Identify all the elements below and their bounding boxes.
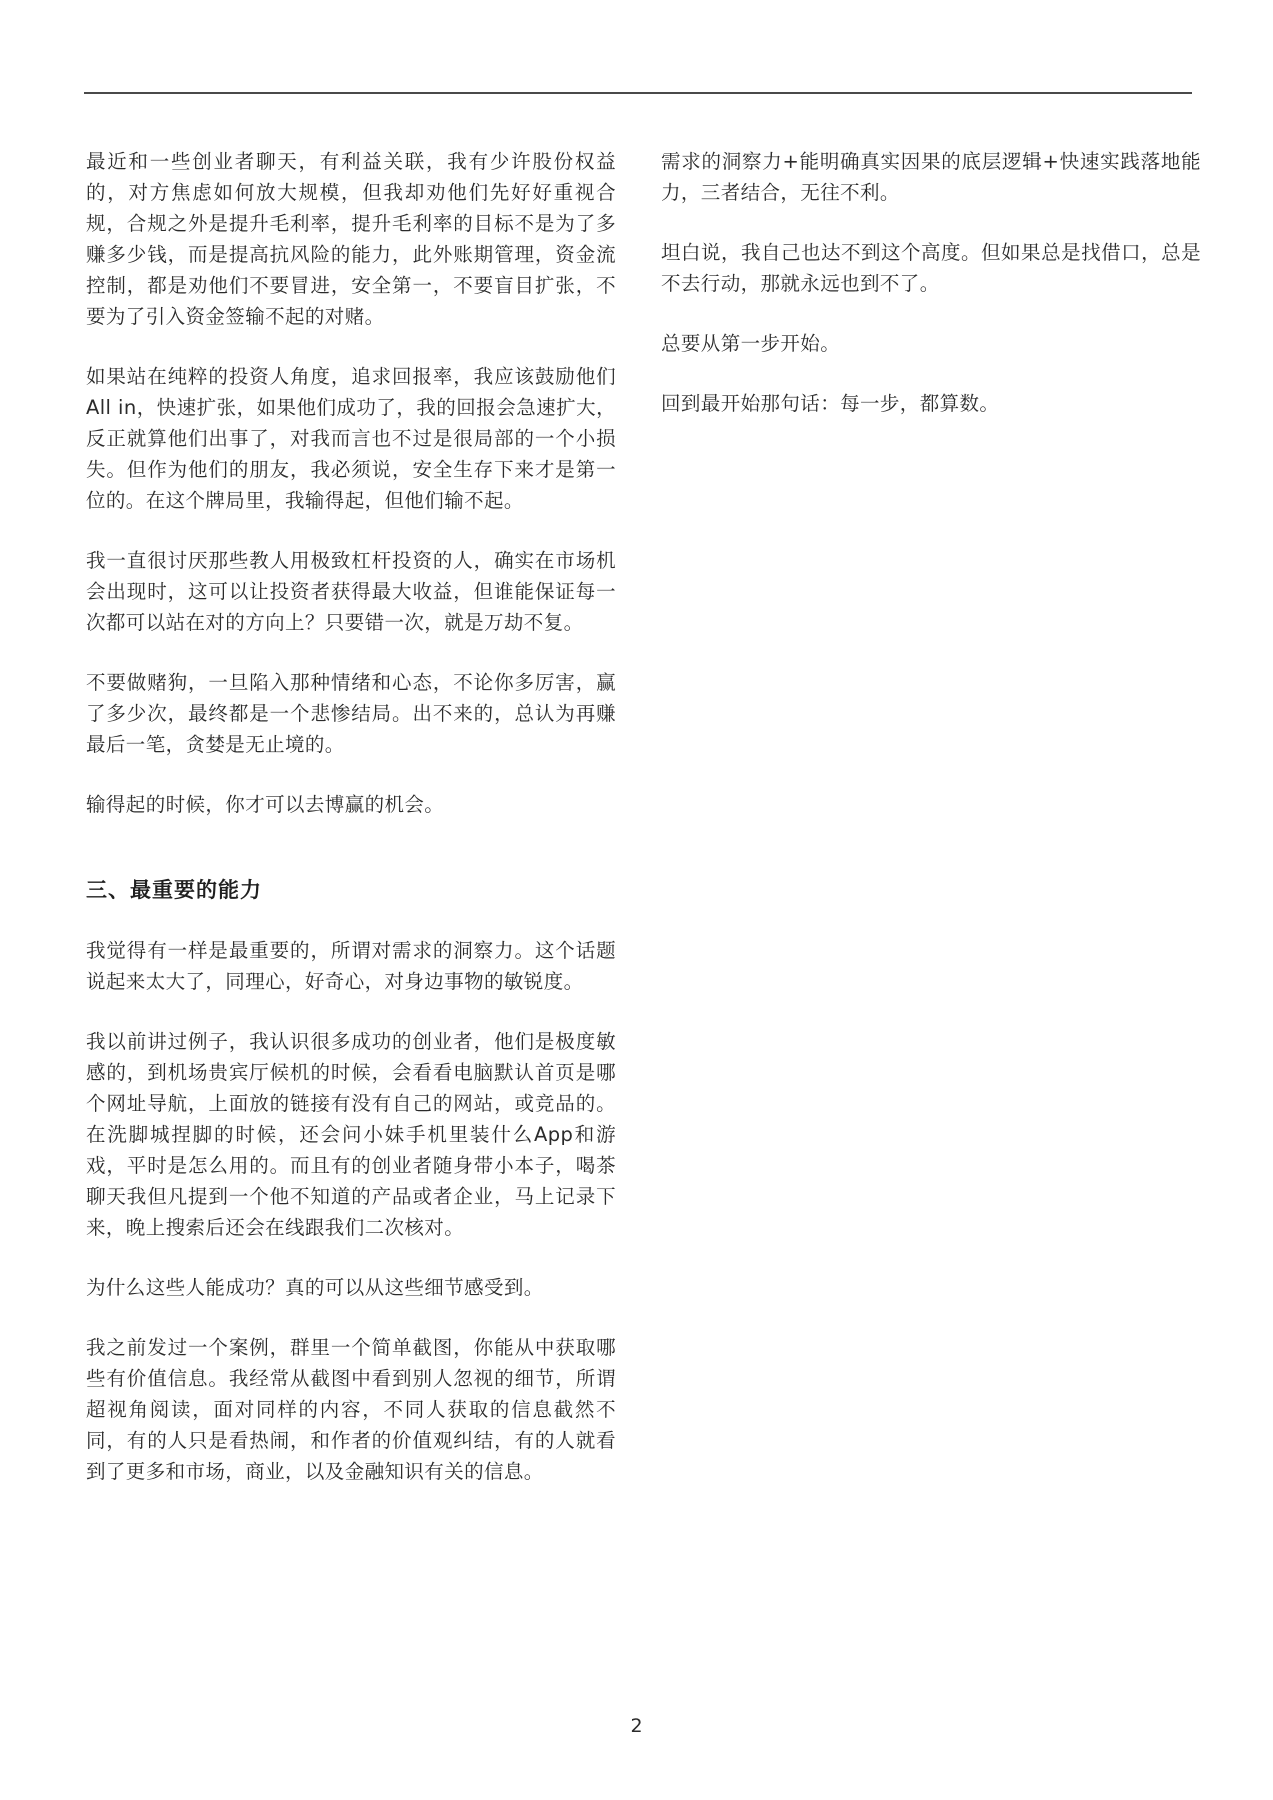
paragraph: 我以前讲过例子，我认识很多成功的创业者，他们是极度敏感的，到机场贵宾厅候机的时候，会看看电脑默认首页是哪个网址导航，上面放的链接有没有自己的网站，或竞品的。在洗脚城捏脚的时候，还会问小妹手机里装什么App和游戏，平时是怎么用的。而且有的创业者随身带小本子，喝茶聊天我但凡提到一个他不知道的产品或者企业，马上记录下来，晚上搜索后还会在线跟我们二次核对。 [86, 1030, 616, 1239]
paragraph: 为什么这些人能成功？真的可以从这些细节感受到。 [86, 1276, 544, 1299]
paragraph: 我觉得有一样是最重要的，所谓对需求的洞察力。这个话题说起来太大了，同理心，好奇心，对身边事物的敏锐度。 [86, 939, 616, 993]
paragraph: 我一直很讨厌那些教人用极致杠杆投资的人，确实在市场机会出现时，这可以让投资者获得最大收益，但谁能保证每一次都可以站在对的方向上？只要错一次，就是万劫不复。 [86, 549, 616, 634]
left-column [86, 146, 616, 1516]
paragraph: 需求的洞察力+能明确真实因果的底层逻辑+快速实践落地能力，三者结合，无往不利。 [661, 150, 1201, 204]
header-rule [84, 92, 1192, 94]
paragraph: 最近和一些创业者聊天，有利益关联，我有少许股份权益的，对方焦虑如何放大规模，但我却劝他们先好好重视合规，合规之外是提升毛利率，提升毛利率的目标不是为了多赚多少钱，而是提高抗风险的能力，此外账期管理，资金流控制，都是劝他们不要冒进，安全第一，不要盲目扩张，不要为了引入资金签输不起的对赌。 [86, 150, 616, 328]
paragraph: 如果站在纯粹的投资人角度，追求回报率，我应该鼓励他们All in，快速扩张，如果他们成功了，我的回报会急速扩大，反正就算他们出事了，对我而言也不过是很局部的一个小损失。但作为他们的朋友，我必须说，安全生存下来才是第一位的。在这个牌局里，我输得起，但他们输不起。 [86, 365, 616, 512]
paragraph: 输得起的时候，你才可以去博赢的机会。 [86, 793, 445, 816]
paragraph: 坦白说，我自己也达不到这个高度。但如果总是找借口，总是不去行动，那就永远也到不了。 [661, 241, 1201, 295]
paragraph: 回到最开始那句话：每一步，都算数。 [661, 392, 1000, 415]
paragraph: 总要从第一步开始。 [661, 332, 841, 355]
section-heading: 三、最重要的能力 [86, 878, 262, 902]
page-number: 2 [630, 1715, 643, 1737]
right-column [661, 146, 1201, 448]
paragraph: 不要做赌狗，一旦陷入那种情绪和心态，不论你多厉害，赢了多少次，最终都是一个悲惨结局。出不来的，总认为再赚最后一笔，贪婪是无止境的。 [86, 671, 616, 756]
paragraph: 我之前发过一个案例，群里一个简单截图，你能从中获取哪些有价值信息。我经常从截图中看到别人忽视的细节，所谓超视角阅读，面对同样的内容，不同人获取的信息截然不同，有的人只是看热闹，和作者的价值观纠结，有的人就看到了更多和市场，商业，以及金融知识有关的信息。 [86, 1336, 616, 1483]
